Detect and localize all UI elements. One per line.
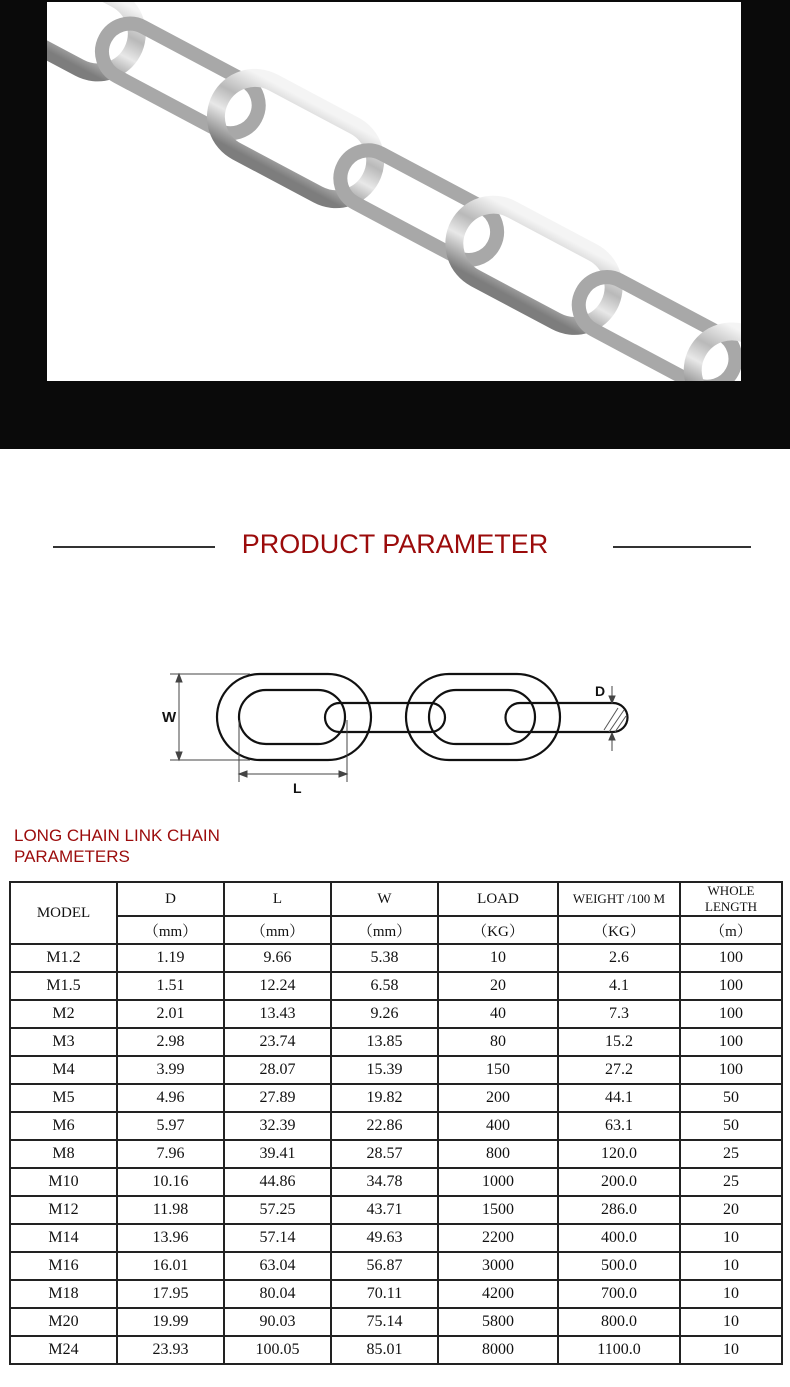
cell-w: 5.38 (331, 944, 438, 972)
table-row (10, 1112, 782, 1140)
table-row (10, 1084, 782, 1112)
cell-load: 3000 (438, 1252, 558, 1280)
table-title-line1: LONG CHAIN LINK CHAIN (14, 826, 220, 845)
cell-weight: 1100.0 (558, 1336, 680, 1364)
cell-whole-length: 100 (680, 1000, 782, 1028)
cell-w: 70.11 (331, 1280, 438, 1308)
cell-l: 9.66 (224, 944, 331, 972)
header-load: LOAD (438, 882, 558, 916)
cell-load: 80 (438, 1028, 558, 1056)
cell-l: 100.05 (224, 1336, 331, 1364)
cell-weight: 286.0 (558, 1196, 680, 1224)
cell-whole-length: 10 (680, 1308, 782, 1336)
cell-w: 49.63 (331, 1224, 438, 1252)
cell-model: M8 (10, 1140, 117, 1168)
table-row (10, 1224, 782, 1252)
label-l: L (293, 780, 302, 796)
cell-load: 400 (438, 1112, 558, 1140)
hero-banner (0, 0, 790, 449)
chain-dimension-diagram (150, 650, 650, 800)
cell-load: 4200 (438, 1280, 558, 1308)
cell-model: M10 (10, 1168, 117, 1196)
cell-l: 32.39 (224, 1112, 331, 1140)
cell-whole-length: 50 (680, 1112, 782, 1140)
cell-w: 75.14 (331, 1308, 438, 1336)
cell-load: 200 (438, 1084, 558, 1112)
cell-model: M3 (10, 1028, 117, 1056)
cell-weight: 7.3 (558, 1000, 680, 1028)
unit-weight: （KG） (558, 916, 680, 944)
cell-whole-length: 25 (680, 1168, 782, 1196)
unit-d: （mm） (117, 916, 224, 944)
chain-product-photo (47, 2, 741, 381)
cell-w: 6.58 (331, 972, 438, 1000)
unit-load: （KG） (438, 916, 558, 944)
table-row (10, 1028, 782, 1056)
cell-weight: 63.1 (558, 1112, 680, 1140)
divider-line-right (613, 546, 751, 548)
cell-whole-length: 20 (680, 1196, 782, 1224)
cell-l: 12.24 (224, 972, 331, 1000)
cell-w: 22.86 (331, 1112, 438, 1140)
cell-whole-length: 100 (680, 1028, 782, 1056)
header-model: MODEL (10, 882, 117, 944)
cell-d: 13.96 (117, 1224, 224, 1252)
cell-weight: 27.2 (558, 1056, 680, 1084)
cell-model: M24 (10, 1336, 117, 1364)
cell-load: 5800 (438, 1308, 558, 1336)
cell-d: 3.99 (117, 1056, 224, 1084)
cell-model: M18 (10, 1280, 117, 1308)
header-l: L (224, 882, 331, 916)
cell-model: M4 (10, 1056, 117, 1084)
table-title (14, 825, 220, 867)
cell-load: 150 (438, 1056, 558, 1084)
cell-whole-length: 100 (680, 972, 782, 1000)
cell-l: 44.86 (224, 1168, 331, 1196)
table-row (10, 1252, 782, 1280)
cell-load: 2200 (438, 1224, 558, 1252)
table-unit-row (10, 916, 782, 944)
table-header-row (10, 882, 782, 916)
cell-whole-length: 25 (680, 1140, 782, 1168)
cell-l: 28.07 (224, 1056, 331, 1084)
cell-model: M2 (10, 1000, 117, 1028)
table-row (10, 972, 782, 1000)
label-d: D (595, 683, 606, 699)
section-header (0, 525, 790, 569)
cell-model: M1.2 (10, 944, 117, 972)
table-row (10, 1000, 782, 1028)
cell-w: 56.87 (331, 1252, 438, 1280)
table-row (10, 1336, 782, 1364)
cell-model: M14 (10, 1224, 117, 1252)
cell-load: 800 (438, 1140, 558, 1168)
cell-l: 23.74 (224, 1028, 331, 1056)
cell-weight: 120.0 (558, 1140, 680, 1168)
header-weight: WEIGHT /100 M (558, 882, 680, 916)
cell-w: 85.01 (331, 1336, 438, 1364)
cell-weight: 44.1 (558, 1084, 680, 1112)
cell-load: 8000 (438, 1336, 558, 1364)
cell-weight: 4.1 (558, 972, 680, 1000)
cell-d: 4.96 (117, 1084, 224, 1112)
cell-l: 57.14 (224, 1224, 331, 1252)
cell-whole-length: 10 (680, 1252, 782, 1280)
cell-d: 1.19 (117, 944, 224, 972)
cell-model: M6 (10, 1112, 117, 1140)
table-row (10, 1140, 782, 1168)
cell-d: 5.97 (117, 1112, 224, 1140)
cell-whole-length: 50 (680, 1084, 782, 1112)
cell-l: 57.25 (224, 1196, 331, 1224)
cell-weight: 800.0 (558, 1308, 680, 1336)
table-row (10, 1280, 782, 1308)
unit-l: （mm） (224, 916, 331, 944)
cell-weight: 400.0 (558, 1224, 680, 1252)
cell-model: M5 (10, 1084, 117, 1112)
unit-w: （mm） (331, 916, 438, 944)
cell-whole-length: 100 (680, 1056, 782, 1084)
table-row (10, 944, 782, 972)
cell-load: 1000 (438, 1168, 558, 1196)
header-w: W (331, 882, 438, 916)
cell-d: 10.16 (117, 1168, 224, 1196)
cell-l: 63.04 (224, 1252, 331, 1280)
cell-weight: 15.2 (558, 1028, 680, 1056)
cell-d: 7.96 (117, 1140, 224, 1168)
cell-w: 15.39 (331, 1056, 438, 1084)
cell-l: 39.41 (224, 1140, 331, 1168)
cell-model: M1.5 (10, 972, 117, 1000)
table-row (10, 1308, 782, 1336)
cell-w: 9.26 (331, 1000, 438, 1028)
table-row (10, 1056, 782, 1084)
cell-d: 2.98 (117, 1028, 224, 1056)
cell-l: 27.89 (224, 1084, 331, 1112)
section-title: PRODUCT PARAMETER (241, 529, 549, 559)
cell-w: 13.85 (331, 1028, 438, 1056)
cell-load: 20 (438, 972, 558, 1000)
unit-whole-length: （m） (680, 916, 782, 944)
chain-illustration (47, 2, 741, 381)
cell-load: 10 (438, 944, 558, 972)
cell-weight: 700.0 (558, 1280, 680, 1308)
cell-whole-length: 10 (680, 1224, 782, 1252)
chain-parameters-table (9, 881, 783, 1365)
cell-load: 1500 (438, 1196, 558, 1224)
cell-whole-length: 100 (680, 944, 782, 972)
cell-w: 34.78 (331, 1168, 438, 1196)
cell-weight: 500.0 (558, 1252, 680, 1280)
cell-d: 2.01 (117, 1000, 224, 1028)
cell-weight: 2.6 (558, 944, 680, 972)
header-whole-length: WHOLE LENGTH (680, 882, 782, 916)
cell-w: 19.82 (331, 1084, 438, 1112)
cell-whole-length: 10 (680, 1280, 782, 1308)
table-title-line2: PARAMETERS (14, 847, 130, 866)
label-w: W (162, 709, 177, 726)
cell-d: 17.95 (117, 1280, 224, 1308)
table-row (10, 1168, 782, 1196)
header-d: D (117, 882, 224, 916)
cell-l: 80.04 (224, 1280, 331, 1308)
table-row (10, 1196, 782, 1224)
cell-model: M12 (10, 1196, 117, 1224)
cell-model: M16 (10, 1252, 117, 1280)
cell-d: 16.01 (117, 1252, 224, 1280)
cell-whole-length: 10 (680, 1336, 782, 1364)
cell-model: M20 (10, 1308, 117, 1336)
cell-d: 11.98 (117, 1196, 224, 1224)
cell-d: 1.51 (117, 972, 224, 1000)
cell-d: 19.99 (117, 1308, 224, 1336)
cell-load: 40 (438, 1000, 558, 1028)
chain-link-drawing (150, 650, 650, 800)
cell-w: 28.57 (331, 1140, 438, 1168)
cell-d: 23.93 (117, 1336, 224, 1364)
cell-l: 13.43 (224, 1000, 331, 1028)
cell-weight: 200.0 (558, 1168, 680, 1196)
cell-l: 90.03 (224, 1308, 331, 1336)
cell-w: 43.71 (331, 1196, 438, 1224)
